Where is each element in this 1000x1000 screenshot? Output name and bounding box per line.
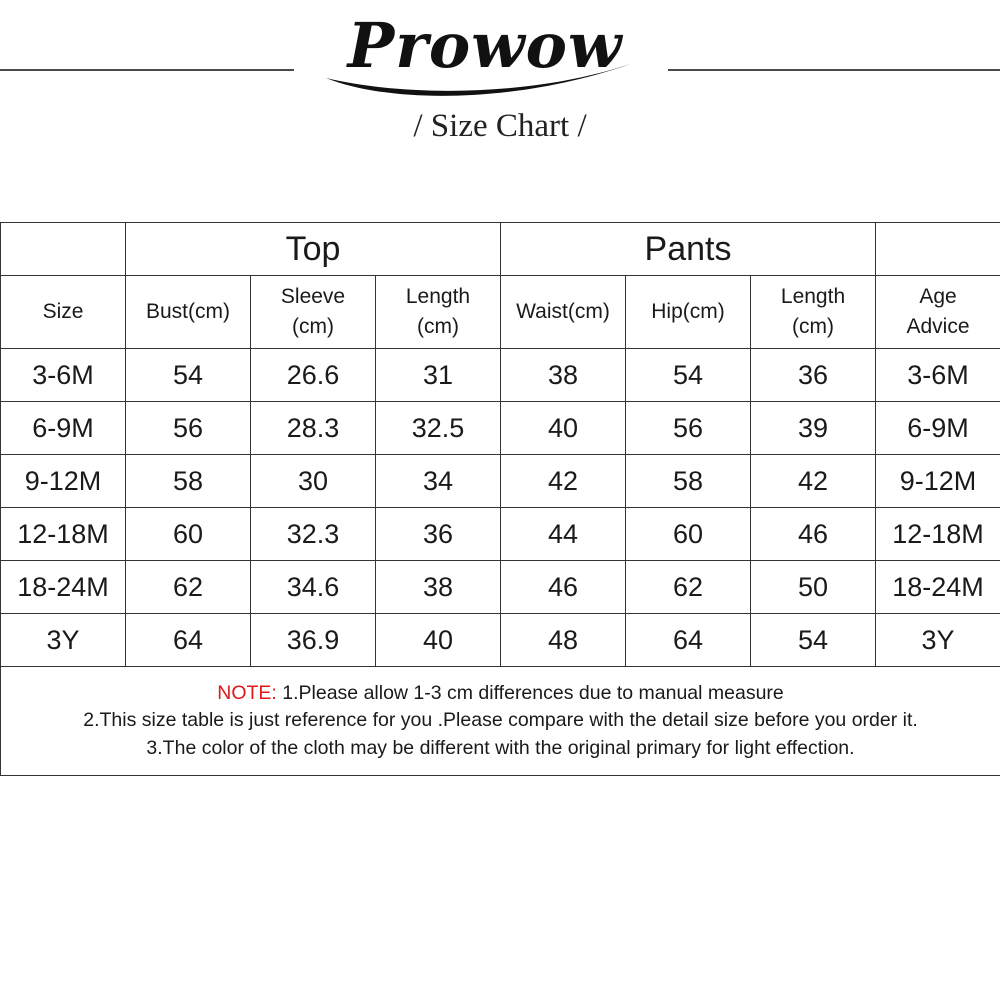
column-header xyxy=(501,276,626,349)
table-cell: 54 xyxy=(751,614,876,667)
column-header xyxy=(876,276,1000,349)
table-cell: 36.9 xyxy=(251,614,376,667)
note-label: NOTE: xyxy=(217,681,277,704)
note-line-1 xyxy=(1,680,1000,708)
table-cell: 54 xyxy=(126,349,251,402)
page-subtitle: / Size Chart / xyxy=(413,108,587,144)
table-row xyxy=(1,614,1000,667)
note-line-1-text: 1.Please allow 1-3 cm differences due to manual measure xyxy=(276,681,784,704)
table-cell: 60 xyxy=(126,508,251,561)
table-row xyxy=(1,402,1000,455)
column-header-line: Hip(cm) xyxy=(651,300,725,323)
brand-logo-text: Prowow xyxy=(347,9,623,82)
table-cell: 58 xyxy=(126,455,251,508)
group-header-row xyxy=(1,223,1000,276)
table-cell: 9-12M xyxy=(876,455,1000,508)
table-cell: 40 xyxy=(376,614,501,667)
column-header-line: Size xyxy=(42,300,84,323)
column-header-line: Advice xyxy=(906,315,970,338)
table-cell: 18-24M xyxy=(876,561,1000,614)
table-cell: 62 xyxy=(626,561,751,614)
group-header-pants: Pants xyxy=(501,223,876,276)
table-cell: 62 xyxy=(126,561,251,614)
column-header xyxy=(126,276,251,349)
table-row xyxy=(1,349,1000,402)
table-cell: 64 xyxy=(126,614,251,667)
table-cell: 12-18M xyxy=(876,508,1000,561)
column-header xyxy=(751,276,876,349)
table-cell: 31 xyxy=(376,349,501,402)
table-cell: 32.3 xyxy=(251,508,376,561)
size-chart-table xyxy=(0,222,1000,776)
column-header-line: (cm) xyxy=(292,315,334,338)
logo-swoosh-icon xyxy=(300,0,660,110)
note-line-3: 3.The color of the cloth may be different with the original primary for light effection. xyxy=(146,736,855,759)
table-cell: 28.3 xyxy=(251,402,376,455)
table-cell: 39 xyxy=(751,402,876,455)
table-cell: 46 xyxy=(751,508,876,561)
table-cell: 26.6 xyxy=(251,349,376,402)
table-cell: 56 xyxy=(626,402,751,455)
table-cell: 3-6M xyxy=(1,349,126,402)
column-header-line: Sleeve xyxy=(280,285,346,308)
table-cell: 56 xyxy=(126,402,251,455)
column-header-line: Waist(cm) xyxy=(516,300,610,323)
table-cell: 44 xyxy=(501,508,626,561)
table-cell: 32.5 xyxy=(376,402,501,455)
note-row xyxy=(1,667,1000,776)
table-cell: 38 xyxy=(501,349,626,402)
column-header-row xyxy=(1,276,1000,349)
header-rule-right xyxy=(668,69,1000,71)
table-cell: 60 xyxy=(626,508,751,561)
column-header-line: (cm) xyxy=(417,315,459,338)
table-cell: 40 xyxy=(501,402,626,455)
table-cell: 3Y xyxy=(876,614,1000,667)
column-header-line: Length xyxy=(405,285,471,308)
table-cell: 36 xyxy=(376,508,501,561)
column-header xyxy=(251,276,376,349)
column-header xyxy=(626,276,751,349)
table-cell: 36 xyxy=(751,349,876,402)
table-cell: 6-9M xyxy=(876,402,1000,455)
group-header-top: Top xyxy=(126,223,501,276)
table-cell: 30 xyxy=(251,455,376,508)
table-cell: 12-18M xyxy=(1,508,126,561)
column-header xyxy=(1,276,126,349)
group-header-empty xyxy=(1,223,126,276)
table-cell: 42 xyxy=(501,455,626,508)
group-header-empty xyxy=(876,223,1000,276)
header-rule-left xyxy=(0,69,294,71)
table-cell: 3Y xyxy=(1,614,126,667)
table-cell: 48 xyxy=(501,614,626,667)
table-row xyxy=(1,561,1000,614)
table-row xyxy=(1,508,1000,561)
note-cell xyxy=(1,667,1000,776)
column-header xyxy=(376,276,501,349)
table-body xyxy=(1,349,1000,667)
table-cell: 18-24M xyxy=(1,561,126,614)
column-header-line: Bust(cm) xyxy=(146,300,230,323)
table-cell: 58 xyxy=(626,455,751,508)
table-cell: 6-9M xyxy=(1,402,126,455)
column-header-line: Age xyxy=(919,285,957,308)
table-row xyxy=(1,455,1000,508)
table-cell: 34 xyxy=(376,455,501,508)
table-cell: 9-12M xyxy=(1,455,126,508)
table-cell: 64 xyxy=(626,614,751,667)
table-cell: 54 xyxy=(626,349,751,402)
table-cell: 3-6M xyxy=(876,349,1000,402)
brand-logo xyxy=(300,0,660,110)
column-header-line: (cm) xyxy=(792,315,834,338)
table-cell: 42 xyxy=(751,455,876,508)
note-line-2: 2.This size table is just reference for you .Please compare with the detail size before you order it. xyxy=(83,709,918,732)
table-cell: 38 xyxy=(376,561,501,614)
table-cell: 46 xyxy=(501,561,626,614)
table-cell: 34.6 xyxy=(251,561,376,614)
column-header-line: Length xyxy=(780,285,846,308)
table-cell: 50 xyxy=(751,561,876,614)
